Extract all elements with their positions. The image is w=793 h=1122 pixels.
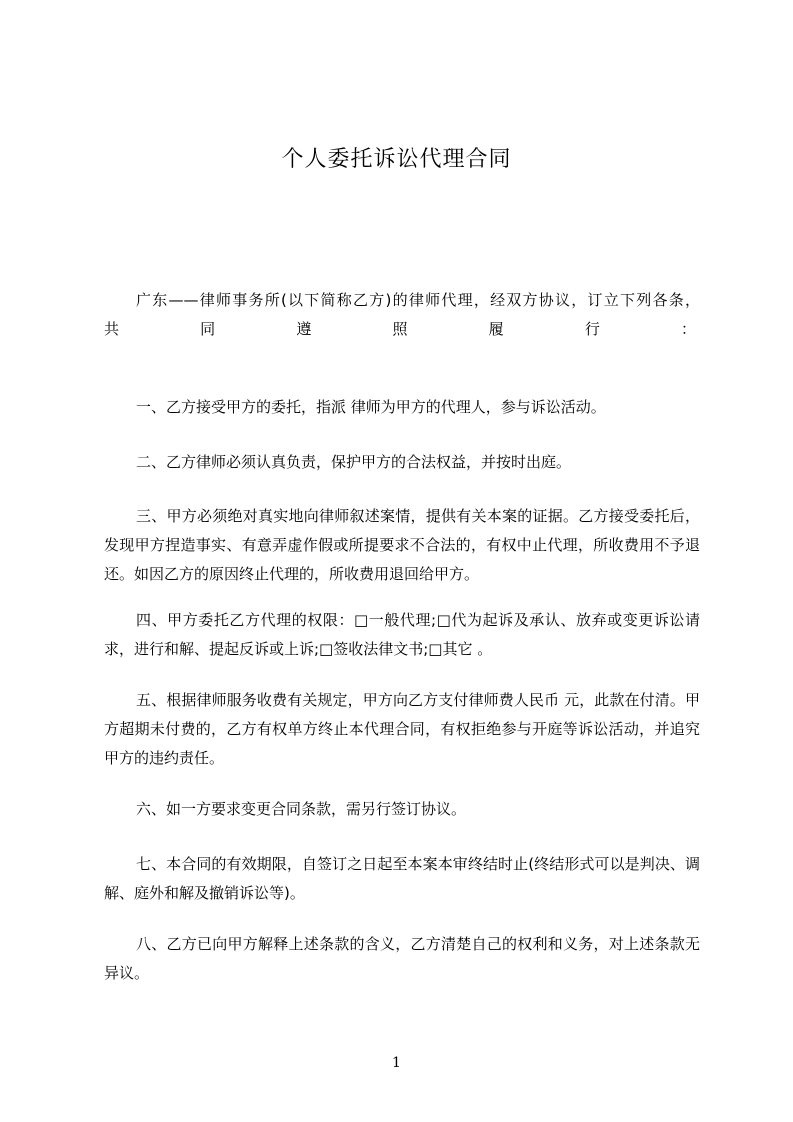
page-number: 1: [392, 1055, 401, 1071]
intro-paragraph-tail: 共 同 遵 照 履 行 ：: [104, 320, 696, 338]
clause-7: 七、本合同的有效期限，自签订之日起至本案本审终结时止(终结形式可以是判决、调解、庭外和解及撤销诉讼等)。: [104, 855, 700, 902]
clause-4: 四、甲方委托乙方代理的权限：□一般代理;□代为起诉及承认、放弃或变更诉讼请求，进行和解、提起反诉或上诉;□签收法律文书;□其它 。: [104, 611, 700, 658]
clause-1: 一、乙方接受甲方的委托，指派 律师为甲方的代理人，参与诉讼活动。: [136, 398, 606, 416]
clause-8: 八、乙方已向甲方解释上述条款的含义，乙方清楚自己的权利和义务，对上述条款无异议。: [104, 935, 700, 982]
clause-5: 五、根据律师服务收费有关规定，甲方向乙方支付律师费人民币 元，此款在付清。甲方超期未付费的，乙方有权单方终止本代理合同，有权拒绝参与开庭等诉讼活动，并追究甲方的违约责任。: [104, 691, 700, 767]
clause-2: 二、乙方律师必须认真负责，保护甲方的合法权益，并按时出庭。: [136, 453, 572, 471]
intro-paragraph: 广东——律师事务所(以下简称乙方)的律师代理，经双方协议，订立下列各条，: [136, 291, 700, 309]
document-title: 个人委托诉讼代理合同: [281, 147, 512, 172]
clause-6: 六、如一方要求变更合同条款，需另行签订协议。: [136, 800, 467, 818]
clause-3: 三、甲方必须绝对真实地向律师叙述案情，提供有关本案的证据。乙方接受委托后，发现甲方捏造事实、有意弄虚作假或所提要求不合法的，有权中止代理，所收费用不予退还。如因乙方的原因终止代理的，所收费用退回给甲方。: [104, 507, 700, 583]
